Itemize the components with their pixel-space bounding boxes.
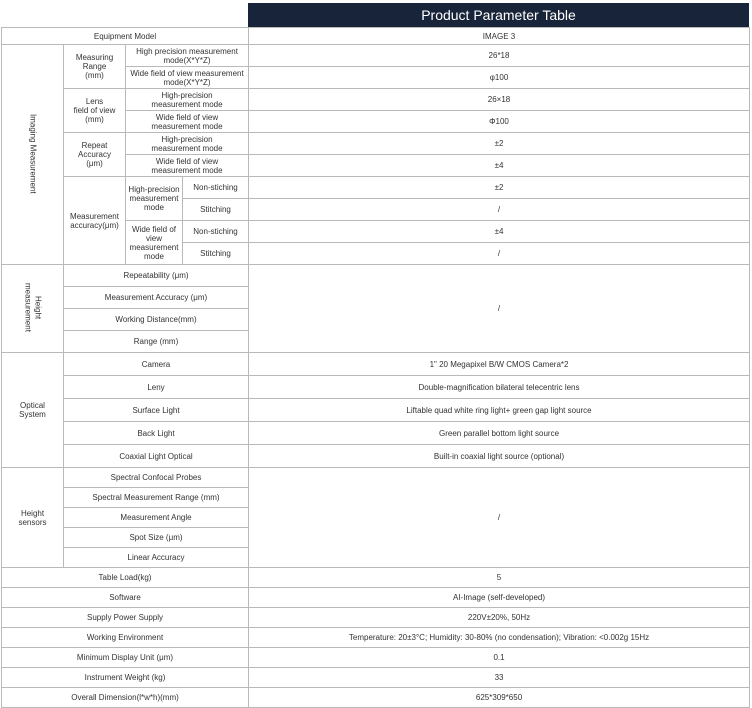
section-label: Imaging Measurement xyxy=(28,113,38,194)
param-label: Minimum Display Unit (μm) xyxy=(2,648,249,668)
mode-label: High precision measurement mode(X*Y*Z) xyxy=(126,45,249,67)
value-cell: Liftable quad white ring light+ green gap light source xyxy=(249,399,750,422)
imaging-measurement-section xyxy=(2,45,64,265)
value-cell: 1" 20 Megapixel B/W CMOS Camera*2 xyxy=(249,353,750,376)
optical-system-section: Optical System xyxy=(2,353,64,468)
table-row xyxy=(2,668,750,688)
value-cell: / xyxy=(249,468,750,568)
table-row xyxy=(2,468,750,488)
param-label: Repeatability (μm) xyxy=(64,265,249,287)
param-label: Spot Size (μm) xyxy=(64,528,249,548)
stitch-type-label: Stitching xyxy=(183,199,249,221)
table-row xyxy=(2,568,750,588)
table-row xyxy=(2,688,750,708)
param-label: Instrument Weight (kg) xyxy=(2,668,249,688)
value-cell: φ100 xyxy=(249,67,750,89)
mode-label: Wide field of view measurement mode xyxy=(126,155,249,177)
section-label: Height measurement xyxy=(23,283,43,332)
value-cell: Built-in coaxial light source (optional) xyxy=(249,445,750,468)
mode-label: High-precision measurement mode xyxy=(126,177,183,221)
value-cell: Temperature: 20±3°C; Humidity: 30-80% (no condensation); Vibration: <0.002g 15Hz xyxy=(249,628,750,648)
param-label: Table Load(kg) xyxy=(2,568,249,588)
value-cell: 33 xyxy=(249,668,750,688)
value-cell: 26×18 xyxy=(249,89,750,111)
value-cell: Green parallel bottom light source xyxy=(249,422,750,445)
param-label: Spectral Confocal Probes xyxy=(64,468,249,488)
lens-fov-label: Lens field of view (mm) xyxy=(64,89,126,133)
param-label: Range (mm) xyxy=(64,331,249,353)
value-cell: AI-Image (self-developed) xyxy=(249,588,750,608)
table-row xyxy=(2,89,750,111)
param-label: Linear Accuracy xyxy=(64,548,249,568)
value-cell: ±2 xyxy=(249,133,750,155)
height-measurement-section xyxy=(2,265,64,353)
param-label: Working Environment xyxy=(2,628,249,648)
value-cell: ±2 xyxy=(249,177,750,199)
table-row xyxy=(2,28,750,45)
table-row xyxy=(2,45,750,67)
mode-label: Wide field of view measurement mode xyxy=(126,221,183,265)
param-label: Supply Power Supply xyxy=(2,608,249,628)
equipment-model-value: IMAGE 3 xyxy=(249,28,750,45)
table-row xyxy=(2,265,750,287)
param-label: Spectral Measurement Range (mm) xyxy=(64,488,249,508)
value-cell: / xyxy=(249,199,750,221)
param-label: Back Light xyxy=(64,422,249,445)
repeat-accuracy-label: Repeat Accuracy (μm) xyxy=(64,133,126,177)
mode-label: High-precision measurement mode xyxy=(126,133,249,155)
height-sensors-section: Height sensors xyxy=(2,468,64,568)
param-label: Measurement Angle xyxy=(64,508,249,528)
mode-label: High-precision measurement mode xyxy=(126,89,249,111)
value-cell: 5 xyxy=(249,568,750,588)
table-row xyxy=(2,588,750,608)
value-cell: 625*309*650 xyxy=(249,688,750,708)
param-label: Working Distance(mm) xyxy=(64,309,249,331)
param-label: Camera xyxy=(64,353,249,376)
value-cell: Double-magnification bilateral telecentric lens xyxy=(249,376,750,399)
stitch-type-label: Non-stiching xyxy=(183,177,249,199)
table-row xyxy=(2,177,750,199)
parameter-table xyxy=(1,27,750,708)
table-row xyxy=(2,445,750,468)
param-label: Coaxial Light Optical xyxy=(64,445,249,468)
table-row xyxy=(2,608,750,628)
param-label: Surface Light xyxy=(64,399,249,422)
table-row xyxy=(2,422,750,445)
stitch-type-label: Non-stiching xyxy=(183,221,249,243)
measuring-range-label: Measuring Range (mm) xyxy=(64,45,126,89)
table-row xyxy=(2,628,750,648)
table-row xyxy=(2,399,750,422)
value-cell: / xyxy=(249,265,750,353)
value-cell: ±4 xyxy=(249,155,750,177)
table-row xyxy=(2,648,750,668)
value-cell: 26*18 xyxy=(249,45,750,67)
table-row xyxy=(2,133,750,155)
table-title: Product Parameter Table xyxy=(248,3,749,27)
value-cell: ±4 xyxy=(249,221,750,243)
measurement-accuracy-label: Measurement accuracy(μm) xyxy=(64,177,126,265)
param-label: Measurement Accuracy (μm) xyxy=(64,287,249,309)
table-row xyxy=(2,353,750,376)
value-cell: 220V±20%, 50Hz xyxy=(249,608,750,628)
table-row xyxy=(2,376,750,399)
mode-label: Wide field of view measurement mode(X*Y*Z) xyxy=(126,67,249,89)
equipment-model-label: Equipment Model xyxy=(2,28,249,45)
value-cell: 0.1 xyxy=(249,648,750,668)
param-label: Leny xyxy=(64,376,249,399)
value-cell: Φ100 xyxy=(249,111,750,133)
mode-label: Wide field of view measurement mode xyxy=(126,111,249,133)
param-label: Overall Dimension(l*w*h)(mm) xyxy=(2,688,249,708)
stitch-type-label: Stitching xyxy=(183,243,249,265)
param-label: Software xyxy=(2,588,249,608)
value-cell: / xyxy=(249,243,750,265)
